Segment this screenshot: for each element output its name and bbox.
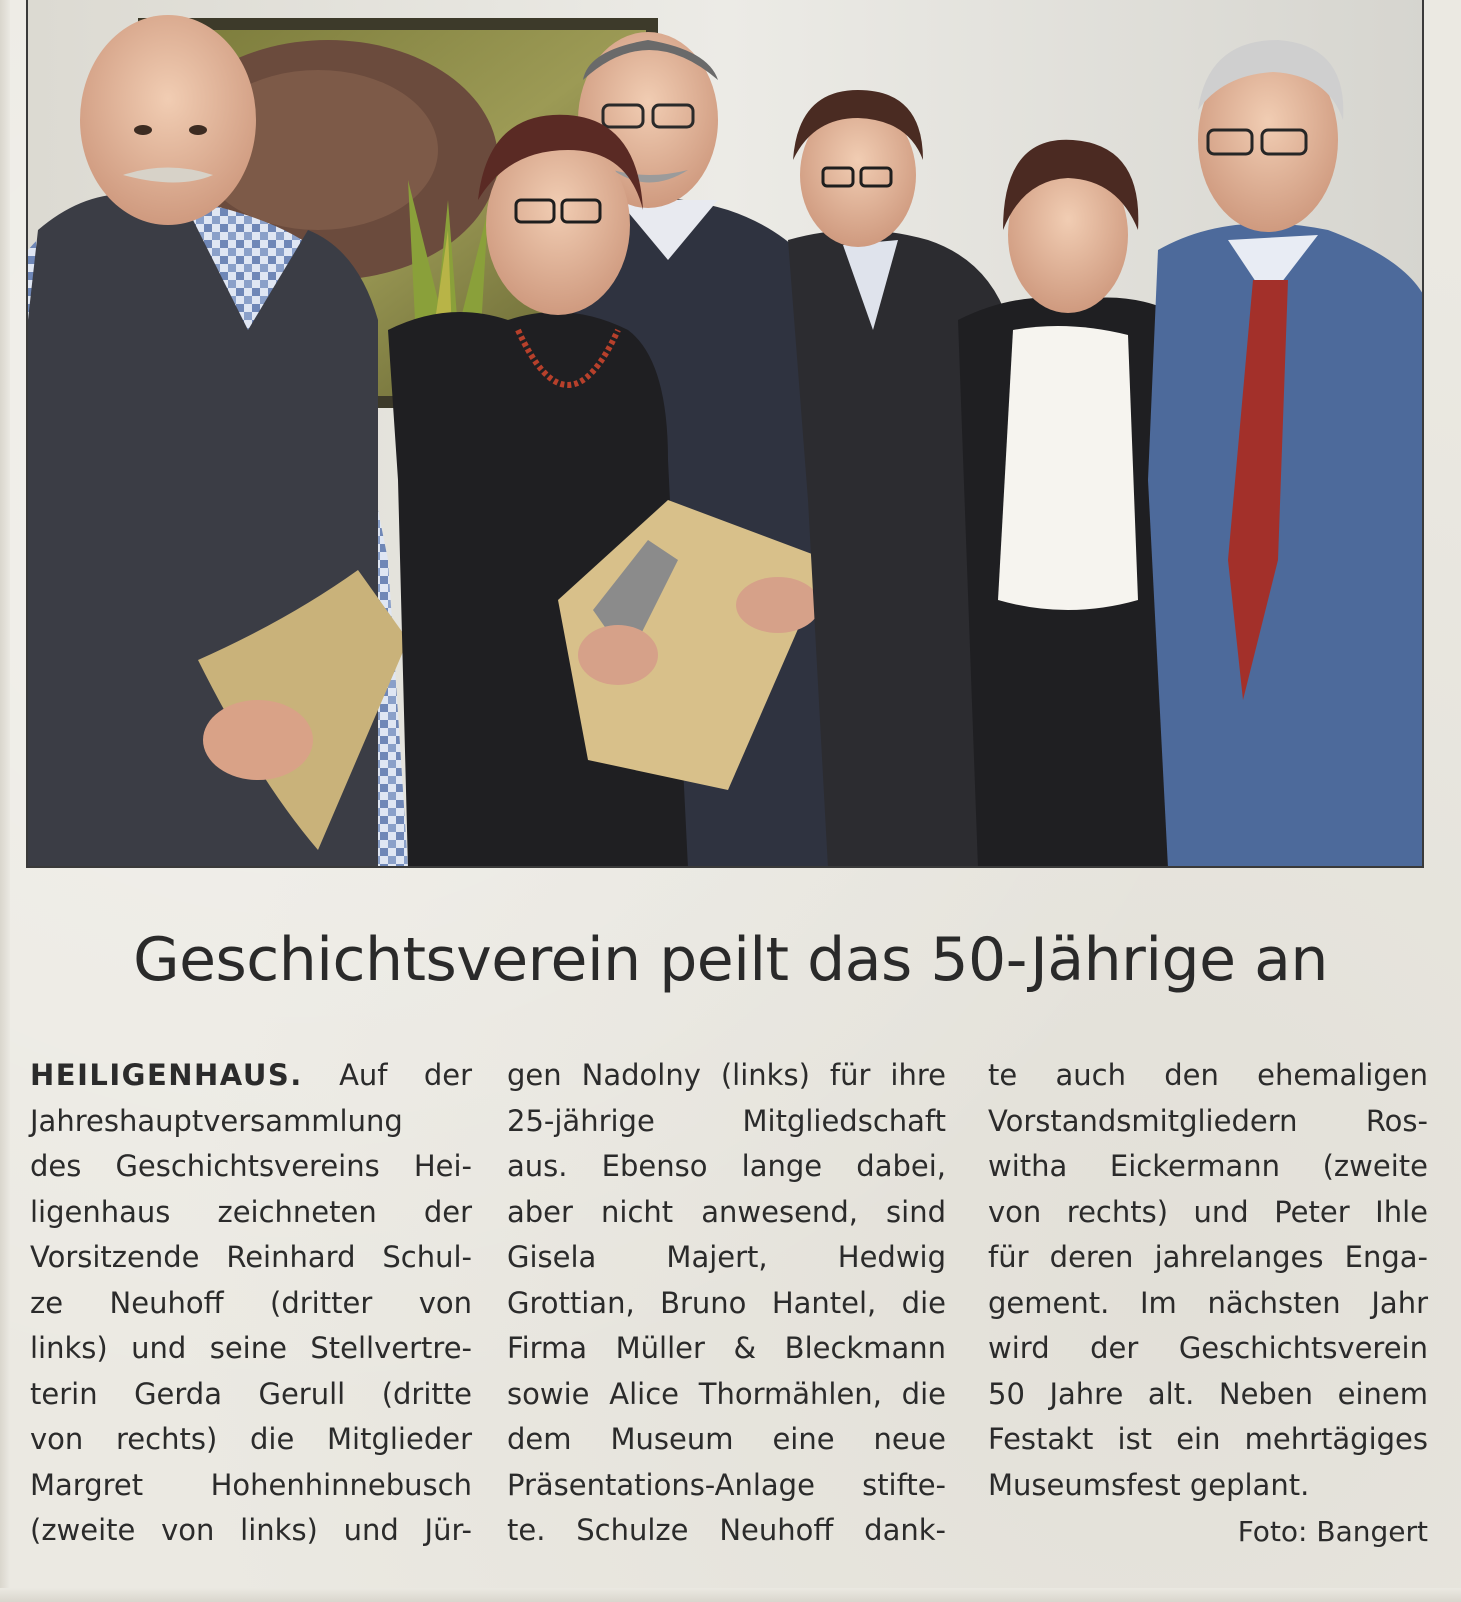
text-line: Firma Müller & Bleckmann <box>507 1331 946 1365</box>
text-line: gement. Im nächsten Jahr <box>988 1285 1428 1320</box>
text-line: von rechts) die Mitglieder <box>30 1422 472 1456</box>
text-line: Vorstandsmitgliedern Ros- <box>988 1103 1428 1138</box>
text-line: des Geschichtsvereins Hei- <box>30 1149 472 1183</box>
article-headline: Geschichtsverein peilt das 50-Jährige an <box>133 925 1328 995</box>
article-column-2 <box>507 1053 946 1554</box>
text-line: Präsentations-Anlage stifte- <box>507 1467 946 1502</box>
text-line: links) und seine Stellvertre- <box>30 1331 472 1365</box>
text-line: terin Gerda Gerull (dritte <box>30 1376 472 1411</box>
text-line: witha Eickermann (zweite <box>988 1149 1428 1183</box>
text-line: Margret Hohenhinnebusch <box>30 1467 472 1502</box>
text-line: Grottian, Bruno Hantel, die <box>507 1285 946 1320</box>
text-line: aber nicht anwesend, sind <box>507 1194 946 1229</box>
text-line: HEILIGENHAUS. Auf der <box>30 1058 472 1092</box>
text-line: dem Museum eine neue <box>507 1422 946 1456</box>
text-line: (zweite von links) und Jür- <box>30 1513 472 1547</box>
text-line: für deren jahrelanges Enga- <box>988 1240 1428 1274</box>
text-line: 25-jährige Mitgliedschaft <box>507 1103 946 1138</box>
photo-credit: Foto: Bangert <box>1237 1515 1428 1548</box>
text-line: 50 Jahre alt. Neben einem <box>988 1376 1428 1411</box>
text-line: Jahreshauptversammlung <box>30 1103 403 1138</box>
text-line: Festakt ist ein mehrtägiges <box>988 1422 1428 1456</box>
article-column-1 <box>30 1053 472 1554</box>
text-line: ligenhaus zeichneten der <box>30 1194 472 1229</box>
article-column-3 <box>988 1053 1428 1508</box>
text-line: Vorsitzende Reinhard Schul- <box>30 1240 472 1274</box>
dateline: HEILIGENHAUS. <box>30 1058 303 1092</box>
text-line: aus. Ebenso lange dabei, <box>507 1149 946 1183</box>
text-line: wird der Geschichtsverein <box>988 1331 1428 1365</box>
text-line: te auch den ehemaligen <box>988 1058 1428 1092</box>
group-photo <box>26 0 1424 868</box>
page-edge-bottom <box>0 1588 1461 1602</box>
text-line: ze Neuhoff (dritter von <box>30 1285 472 1320</box>
text-line: te. Schulze Neuhoff dank- <box>507 1513 946 1547</box>
text-line: Gisela Majert, Hedwig <box>507 1240 946 1274</box>
text-line: Museumsfest geplant. <box>988 1467 1310 1502</box>
text-line: von rechts) und Peter Ihle <box>988 1194 1428 1229</box>
text-line: sowie Alice Thormählen, die <box>507 1376 946 1411</box>
text-line: gen Nadolny (links) für ihre <box>507 1058 946 1092</box>
page-edge-left <box>0 0 10 1602</box>
